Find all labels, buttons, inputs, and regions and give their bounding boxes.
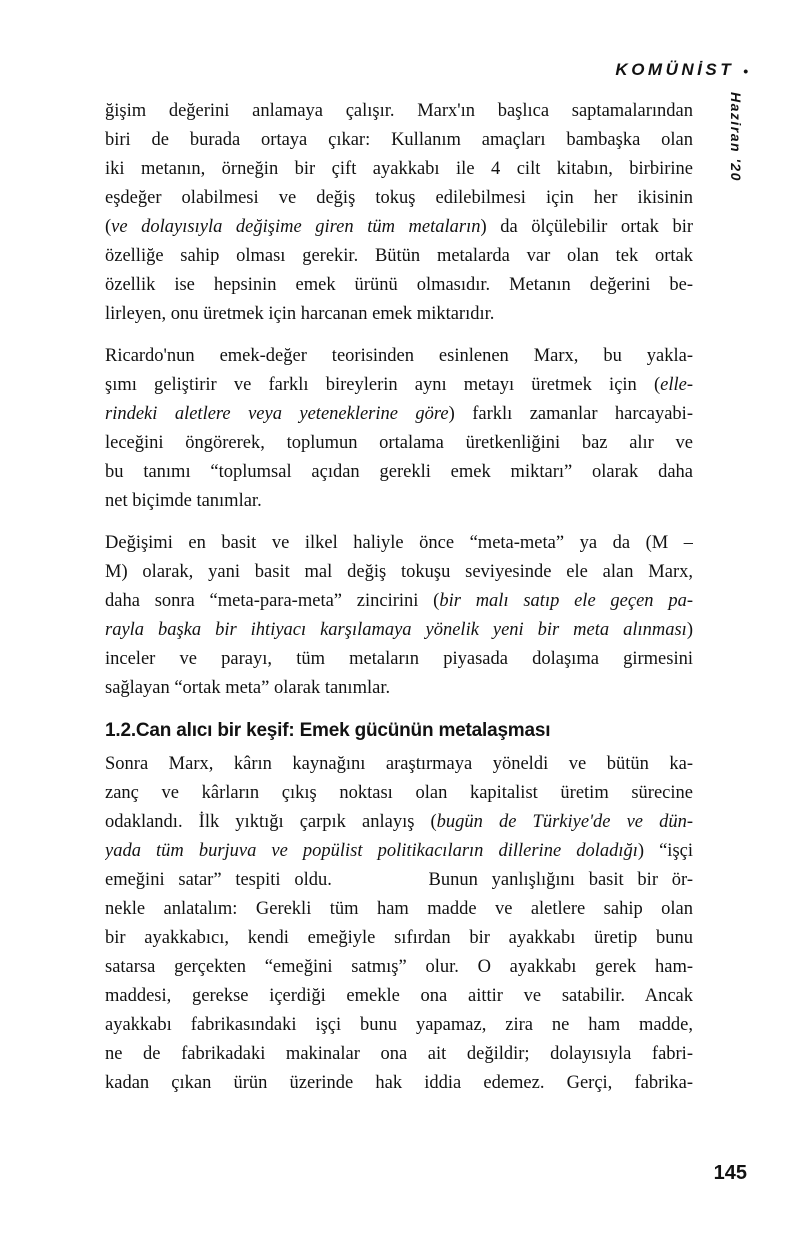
text-line bbox=[105, 866, 693, 895]
text-line bbox=[105, 126, 693, 155]
text-line bbox=[105, 779, 693, 808]
text-segment: maddesi, gerekse içerdiği emekle ona aittir ve satabilir. Ancak bbox=[105, 986, 693, 1006]
text-line bbox=[105, 155, 693, 184]
text-segment: ) bbox=[686, 620, 693, 640]
text-line bbox=[105, 271, 693, 300]
text-segment: ) farklı zamanlar harcayabi- bbox=[448, 404, 693, 424]
text-segment: biri de burada ortaya çıkar: Kullanım amaçları bambaşka olan bbox=[105, 130, 693, 150]
masthead bbox=[615, 60, 748, 80]
masthead-title: KOMÜNİST bbox=[615, 60, 735, 79]
text-line bbox=[105, 458, 693, 487]
text-segment: nekle anlatalım: Gerekli tüm ham madde ve aletlere sahip olan bbox=[105, 899, 693, 919]
paragraph bbox=[105, 342, 693, 516]
text-segment: kadan çıkan ürün üzerinde hak iddia edemez. Gerçi, fabrika- bbox=[105, 1073, 693, 1093]
text-line bbox=[105, 953, 693, 982]
text-line bbox=[105, 924, 693, 953]
text-line bbox=[105, 674, 693, 703]
text-line bbox=[105, 371, 693, 400]
italic-text-segment: rayla başka bir ihtiyacı karşılamaya yönelik yeni bir meta alınması bbox=[105, 620, 687, 640]
text-line bbox=[105, 97, 693, 126]
text-segment: bu tanımı “toplumsal açıdan gerekli emek miktarı” olarak daha bbox=[105, 462, 693, 482]
text-segment: leceğini öngörerek, toplumun ortalama üretkenliğini baz alır ve bbox=[105, 433, 693, 453]
section-heading: 1.2.Can alıcı bir keşif: Emek gücünün metalaşması bbox=[105, 720, 551, 741]
text-segment: daha sonra “meta-para-meta” zincirini ( bbox=[105, 591, 440, 611]
text-line bbox=[105, 1011, 693, 1040]
text-line bbox=[105, 982, 693, 1011]
text-line bbox=[105, 616, 693, 645]
text-segment: M) olarak, yani basit mal değiş tokuşu seviyesinde ele alan Marx, bbox=[105, 562, 693, 582]
text-segment: Ricardo'nun emek-değer teorisinden esinlenen Marx, bu yakla- bbox=[105, 346, 693, 366]
italic-text-segment: bugün de Türkiye'de ve dün- bbox=[436, 812, 693, 832]
italic-text-segment: rindeki aletlere veya yeteneklerine göre bbox=[105, 404, 449, 424]
text-segment: net biçimde tanımlar. bbox=[105, 491, 262, 511]
text-segment: ) “işçi bbox=[637, 841, 693, 861]
text-segment: ( bbox=[105, 217, 112, 237]
text-segment: inceler ve parayı, tüm metaların piyasada dolaşıma girmesini bbox=[105, 649, 693, 669]
text-line bbox=[105, 750, 693, 779]
italic-text-segment: elle- bbox=[660, 375, 693, 395]
text-line bbox=[105, 1040, 693, 1069]
text-segment: şımı geliştirir ve farklı bireylerin aynı metayı üretmek için ( bbox=[105, 375, 661, 395]
issue-date: Haziran '20 bbox=[728, 92, 744, 182]
paragraph bbox=[105, 97, 693, 329]
text-line bbox=[105, 487, 693, 516]
text-line bbox=[105, 342, 693, 371]
text-line bbox=[105, 429, 693, 458]
masthead-bullet-icon: • bbox=[743, 63, 748, 79]
text-line bbox=[105, 242, 693, 271]
text-segment: bir ayakkabıcı, kendi emeğiyle sıfırdan bir ayakkabı üretip bunu bbox=[105, 928, 693, 948]
text-segment: eşdeğer olabilmesi ve değiş tokuş edilebilmesi için her ikisinin bbox=[105, 188, 693, 208]
text-segment: ne de fabrikadaki makinalar ona ait değildir; dolayısıyla fabri- bbox=[105, 1044, 693, 1064]
text-line bbox=[105, 895, 693, 924]
text-segment: özelliğe sahip olması gerekir. Bütün metalarda var olan tek ortak bbox=[105, 246, 693, 266]
text-segment: sağlayan “ortak meta” olarak tanımlar. bbox=[105, 678, 391, 698]
text-line bbox=[105, 808, 693, 837]
page-number: 145 bbox=[713, 1162, 747, 1184]
text-segment: lirleyen, onu üretmek için harcanan emek miktarıdır. bbox=[105, 304, 495, 324]
italic-text-segment: bir malı satıp ele geçen pa- bbox=[439, 591, 693, 611]
text-segment: özellik ise hepsinin emek ürünü olmasıdır. Metanın değerini be- bbox=[105, 275, 693, 295]
text-line bbox=[105, 213, 693, 242]
text-segment: satarsa gerçekten “emeğini satmış” olur. O ayakkabı gerek ham- bbox=[105, 957, 693, 977]
text-line bbox=[105, 558, 693, 587]
text-line bbox=[105, 529, 693, 558]
text-segment: zanç ve kârların çıkış noktası olan kapitalist üretim sürecine bbox=[105, 783, 693, 803]
text-segment: ) da ölçülebilir ortak bir bbox=[480, 217, 693, 237]
text-line bbox=[105, 1069, 693, 1098]
text-segment: odaklandı. İlk yıktığı çarpık anlayış ( bbox=[105, 812, 437, 832]
text-segment: Değişimi en basit ve ilkel haliyle önce “meta-meta” ya da (M – bbox=[105, 533, 693, 553]
text-line bbox=[105, 645, 693, 674]
text-segment: ğişim değerini anlamaya çalışır. Marx'ın başlıca saptamalarından bbox=[105, 101, 693, 121]
text-line bbox=[105, 587, 693, 616]
text-segment: emeğini satar” tespiti oldu. Bunun yanlışlığını basit bir ör- bbox=[105, 870, 693, 890]
text-column bbox=[105, 97, 693, 1111]
text-line bbox=[105, 184, 693, 213]
italic-text-segment: yada tüm burjuva ve popülist politikacıların dillerine doladığı bbox=[105, 841, 638, 861]
text-segment: ayakkabı fabrikasındaki işçi bunu yapamaz, zira ne ham madde, bbox=[105, 1015, 693, 1035]
text-line bbox=[105, 837, 693, 866]
paragraph bbox=[105, 750, 693, 1098]
paragraph bbox=[105, 529, 693, 703]
text-segment: iki metanın, örneğin bir çift ayakkabı ile 4 cilt kitabın, birbirine bbox=[105, 159, 693, 179]
italic-text-segment: ve dolayısıyla değişime giren tüm metaların bbox=[111, 217, 481, 237]
text-line bbox=[105, 300, 693, 329]
text-segment: Sonra Marx, kârın kaynağını araştırmaya yöneldi ve bütün ka- bbox=[105, 754, 693, 774]
text-line bbox=[105, 400, 693, 429]
